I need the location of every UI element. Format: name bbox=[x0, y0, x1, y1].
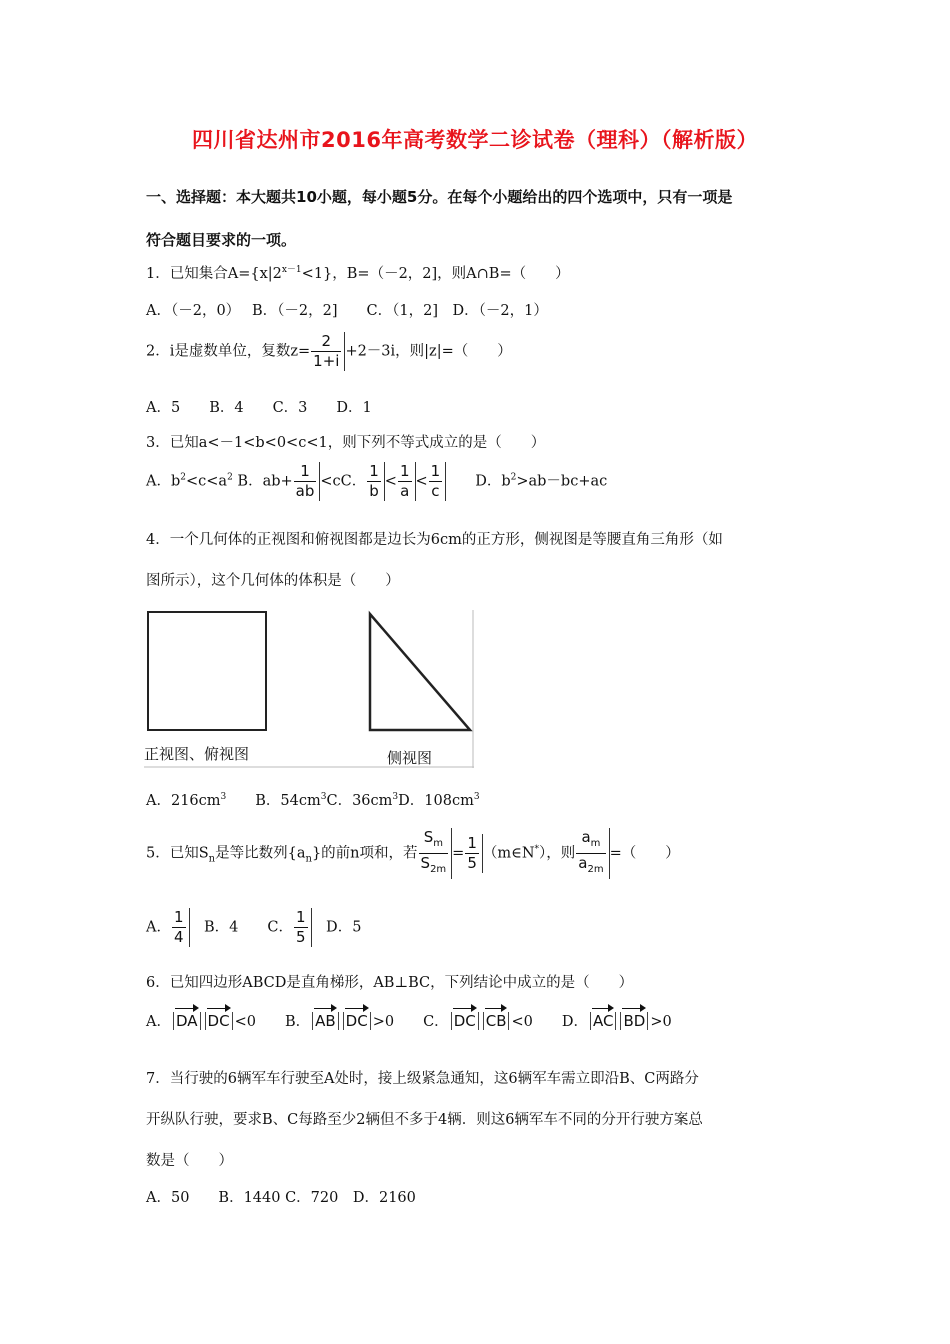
q7-options: A．50 B．1440 C．720 D．2160 bbox=[146, 1190, 416, 1206]
q5-stem: 5．已知$S_n$是等比数列$\{a_n\}$的前n项和，若 $\frac{S_m}{S_{2m}}$ = $\frac{1}{5}$ （m∈N*），则 $\frac{a_m}{a_{2m}}$ =（ ） bbox=[146, 828, 680, 879]
section-heading-line2: 符合题目要求的一项。 bbox=[146, 231, 297, 249]
q3-stem: 3．已知a<－1<b<0<c<1，则下列不等式成立的是（ ） bbox=[146, 435, 546, 451]
q7-stem-line3: 数是（ ） bbox=[146, 1153, 233, 1169]
q3-options: A．$b^2<c<a^2$ B．ab+ $\frac{1}{ab}$ <cC． $\frac{1}{b}$ < $\frac{1}{a}$ < $\frac{1}{c}$ D．$b^2>ab-bc+ac$ bbox=[146, 462, 608, 500]
section-heading-line1: 一、选择题：本大题共10小题，每小题5分。在每个小题给出的四个选项中，只有一项是 bbox=[146, 188, 733, 206]
fig-label-front-top: 正视图、俯视图 bbox=[144, 745, 250, 763]
q6-options: A． DA DC <0 B． AB DC >0 C． DC CB <0 D． AC BD >0 bbox=[146, 1012, 672, 1030]
q4-stem-line1: 4．一个几何体的正视图和俯视图都是边长为6cm的正方形，侧视图是等腰直角三角形（如 bbox=[146, 532, 723, 548]
front-top-view-square bbox=[148, 612, 266, 730]
page-title: 四川省达州市2016年高考数学二诊试卷（理科）（解析版） bbox=[192, 128, 758, 152]
q4-options: A．$216cm^3$ B．$54cm^3C$．$36cm^3D$．$108cm^3$ bbox=[146, 792, 480, 809]
q1-stem: 1．已知集合$A=\{x|2^{x-1}<1\}$，B=（－2，2]，则A∩B=（ ） bbox=[146, 265, 570, 282]
q2-options: A．5 B．4 C．3 D．1 bbox=[146, 400, 372, 416]
q6-stem: 6．已知四边形ABCD是直角梯形，AB⊥BC，下列结论中成立的是（ ） bbox=[146, 975, 634, 991]
fig-label-side: 侧视图 bbox=[387, 749, 433, 767]
q7-stem-line1: 7．当行驶的6辆军车行驶至A处时，接上级紧急通知，这6辆军车需立即沿B、C两路分 bbox=[146, 1071, 699, 1087]
q4-three-view-figure bbox=[144, 610, 474, 768]
q2-fraction: $\frac{2}{1+i}$ bbox=[310, 332, 345, 371]
q2-stem: 2．i是虚数单位，复数z= $\frac{2}{1+i}$ +2－3i，则|z|=（ ） bbox=[146, 332, 512, 370]
q1-options: A．（－2，0） B．（－2，2] C．（1，2] D．（－2，1） bbox=[146, 303, 548, 319]
q5-options: A． $\frac{1}{4}$ B．4 C． $\frac{1}{5}$ D．5 bbox=[146, 908, 362, 946]
side-view-triangle bbox=[370, 614, 470, 730]
q4-stem-line2: 图所示），这个几何体的体积是（ ） bbox=[146, 573, 400, 589]
q7-stem-line2: 开纵队行驶，要求B、C每路至少2辆但不多于4辆．则这6辆军车不同的分开行驶方案总 bbox=[146, 1112, 703, 1128]
